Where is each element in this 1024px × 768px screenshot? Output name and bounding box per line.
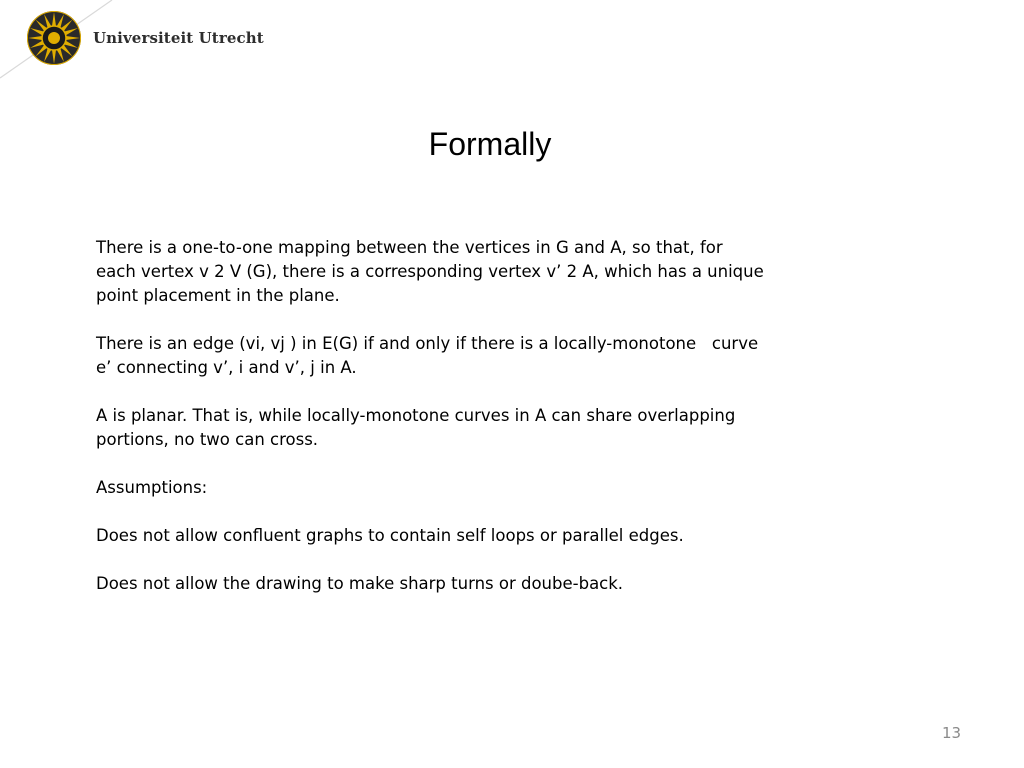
- text-line: A is planar. That is, while locally-monotone curves in A can share overlapping: [96, 406, 736, 425]
- slide-title: [0, 126, 980, 163]
- page-number: 13: [942, 724, 962, 742]
- paragraph-assumptions-heading: [96, 476, 836, 500]
- paragraph-assumption-turns: [96, 572, 836, 596]
- slide-title-text: Formally: [428, 126, 552, 162]
- institution-name: Universiteit Utrecht: [93, 29, 264, 47]
- text-line: Does not allow the drawing to make sharp turns or doube-back.: [96, 574, 624, 593]
- paragraph-edge: [96, 332, 836, 380]
- text-line: There is a one-to-one mapping between the vertices in G and A, so that, for: [96, 238, 723, 257]
- text-line: each vertex v 2 V (G), there is a corresponding vertex v’ 2 A, which has a unique: [96, 262, 764, 281]
- paragraph-assumption-loops: [96, 524, 836, 548]
- text-line: Does not allow confluent graphs to contain self loops or parallel edges.: [96, 526, 684, 545]
- sun-seal-icon: [26, 10, 82, 66]
- paragraph-mapping: [96, 236, 836, 308]
- text-line: point placement in the plane.: [96, 286, 340, 305]
- text-line: e’ connecting v’, i and v’, j in A.: [96, 358, 357, 377]
- paragraph-planar: [96, 404, 836, 452]
- text-line: There is an edge (vi, vj ) in E(G) if and only if there is a locally-monotone curve: [96, 334, 759, 353]
- slide-body: [96, 236, 836, 620]
- text-line: Assumptions:: [96, 478, 208, 497]
- text-line: portions, no two can cross.: [96, 430, 319, 449]
